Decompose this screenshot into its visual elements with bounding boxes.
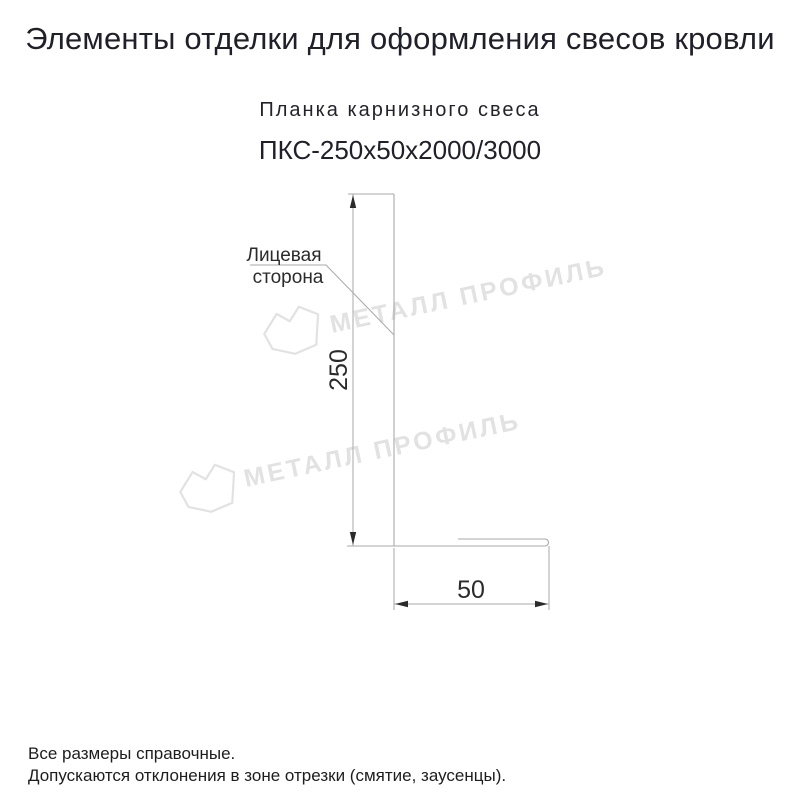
arrow-up-icon [350,195,356,208]
watermark-lower [177,407,523,516]
page-title: Элементы отделки для оформления свесов кровли [25,21,775,56]
profile-flange-hem-line [347,539,549,546]
height-dimension-value: 250 [325,349,353,391]
metall-profil-logo-icon [177,462,239,515]
watermark-text: МЕТАЛЛ ПРОФИЛЬ [327,252,610,339]
footnotes [28,743,506,787]
profile-outline [347,194,549,546]
product-code: ПКС-250x50x2000/3000 [258,135,542,165]
arrow-right-icon [535,601,548,607]
height-dimension [325,194,394,546]
footnote-line: Допускаются отклонения в зоне отрезки (смятие, заусенцы). [28,766,507,785]
face-side-label: сторона [252,267,324,288]
face-side-label: Лицевая [246,245,322,266]
metall-profil-logo-icon [261,304,323,357]
arrow-left-icon [395,601,408,607]
width-dimension [394,546,549,610]
arrow-down-icon [350,532,356,545]
width-dimension-value: 50 [457,576,485,604]
product-name: Планка карнизного свеса [259,99,541,121]
watermark-text: МЕТАЛЛ ПРОФИЛЬ [241,406,524,493]
footnote-line: Все размеры справочные. [28,744,236,763]
